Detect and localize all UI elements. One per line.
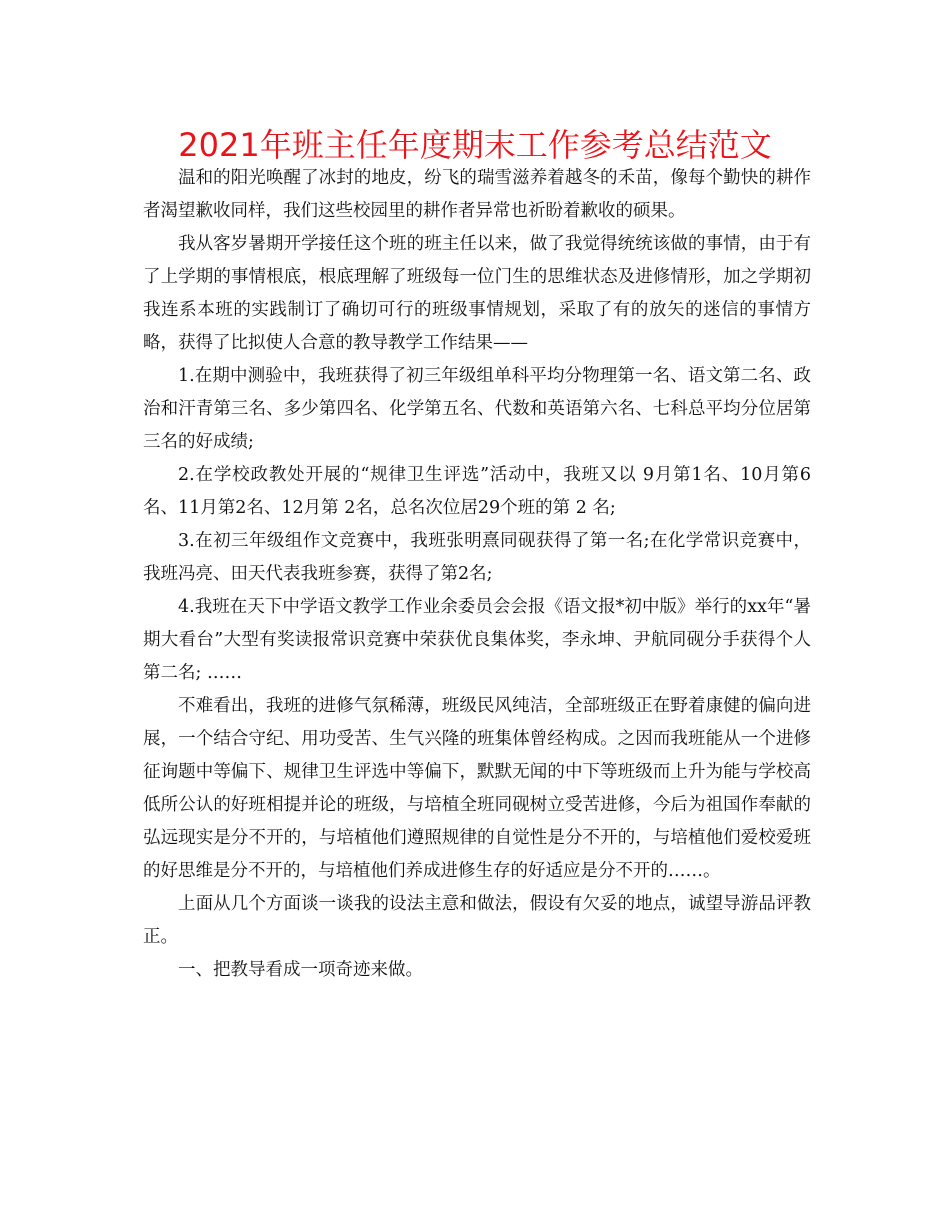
- paragraph: 不难看出，我班的进修气氛稀薄，班级民风纯洁，全部班级正在野着康健的偏向进展，一个结合守纪、用功受苦、生气兴隆的班集体曾经构成。之因而我班能从一个进修征询题中等偏下、规律卫生评选中等偏下，默默无闻的中下等班级而上升为能与学校高低所公认的好班相提并论的班级，与培植全班同砚树立受苦进修，今后为祖国作奉献的弘远现实是分不开的，与培植他们遵照规律的自觉性是分不开的，与培植他们爱校爱班的好思维是分不开的，与培植他们养成进修生存的好适应是分不开的……。: [143, 696, 811, 881]
- paragraph: 我从客岁暑期开学接任这个班的班主任以来，做了我觉得统统该做的事情，由于有了上学期的事情根底，根底理解了班级每一位门生的思维状态及进修情形，加之学期初我连系本班的实践制订了确切可行的班级事情规划，采取了有的放矢的迷信的事情方略，获得了比拟使人合意的教导教学工作结果——: [143, 234, 811, 353]
- paragraph: 上面从几个方面谈一谈我的设法主意和做法，假设有欠妥的地点，诚望导游品评教正。: [143, 894, 811, 947]
- paragraph: 温和的阳光唤醒了冰封的地皮，纷飞的瑞雪滋养着越冬的禾苗，像每个勤快的耕作者渴望歉收同样，我们这些校园里的耕作者异常也祈盼着歉收的硕果。: [143, 168, 811, 221]
- paragraph: 3.在初三年级组作文竞赛中，我班张明熹同砚获得了第一名;在化学常识竞赛中，我班冯亮、田天代表我班参赛，获得了第2名;: [143, 531, 811, 584]
- document-body: [143, 162, 811, 987]
- paragraph: 2.在学校政教处开展的“规律卫生评选”活动中，我班又以 9月第1名、10月第6名、11月第2名、12月第 2名，总名次位居29个班的第 2 名;: [143, 465, 811, 518]
- paragraph: 一、把教导看成一项奇迹来做。: [178, 960, 423, 980]
- paragraph: 4.我班在天下中学语文教学工作业余委员会会报《语文报*初中版》举行的xx年“暑期大看台”大型有奖读报常识竞赛中荣获优良集体奖，李永坤、尹航同砚分手获得个人第二名; ……: [143, 597, 811, 683]
- document-title: 2021年班主任年度期末工作参考总结范文: [178, 126, 772, 164]
- paragraph: 1.在期中测验中，我班获得了初三年级组单科平均分物理第一名、语文第二名、政治和汗青第三名、多少第四名、化学第五名、代数和英语第六名、七科总平均分位居第三名的好成绩;: [143, 366, 811, 452]
